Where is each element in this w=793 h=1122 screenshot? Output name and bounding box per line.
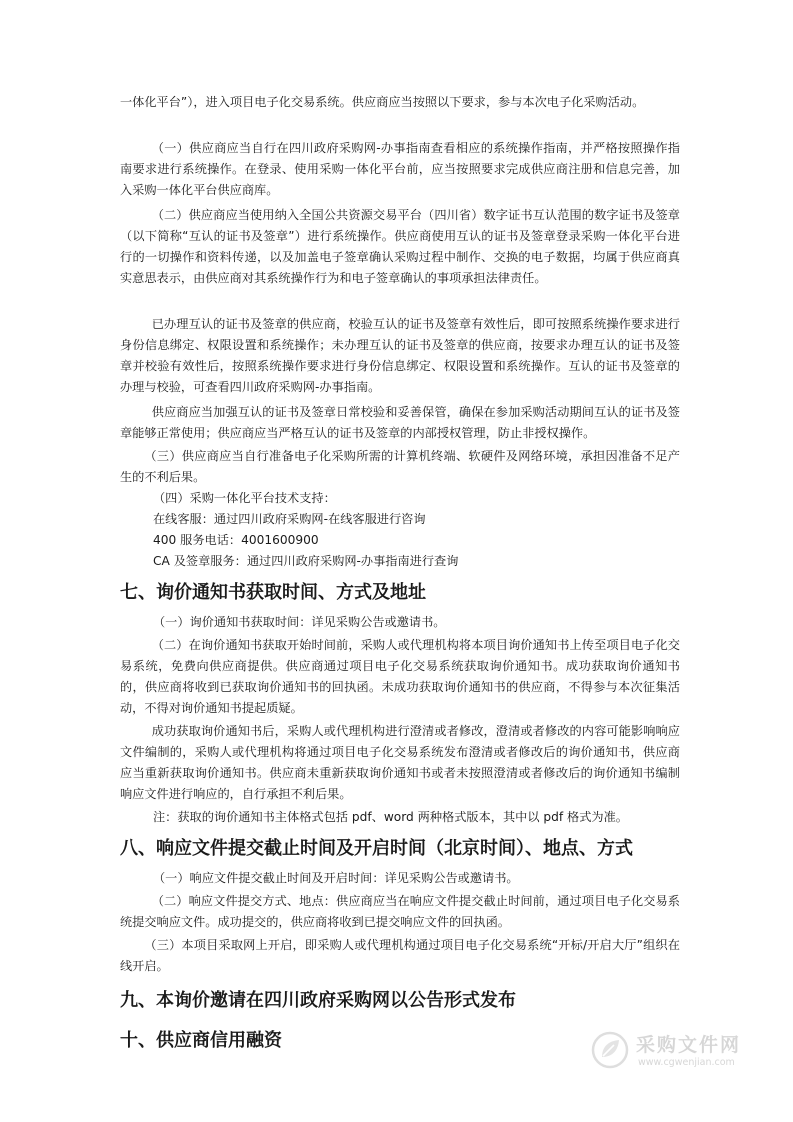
paragraph-8-3: （三）本项目采取网上开启，即采购人或代理机构通过项目电子化交易系统“开标/开启大厅”组织在线开启。 [120,938,680,973]
section-heading-7: 七、询价通知书获取时间、方式及地址 [120,582,426,603]
watermark-text: 采购文件网 [636,1034,742,1056]
paragraph-8-1: （一）响应文件提交截止时间及开启时间：详见采购公告或邀请书。 [153,871,519,885]
paragraph-intro: 一体化平台”），进入项目电子化交易系统。供应商应当按照以下要求，参与本次电子化采购活动。 [120,95,645,109]
paragraph-7-1: （一）询价通知书获取时间：详见采购公告或邀请书。 [153,615,446,629]
section-heading-8: 八、响应文件提交截止时间及开启时间（北京时间）、地点、方式 [120,838,633,859]
paragraph-certificate-1: 已办理互认的证书及签章的供应商，校验互认的证书及签章有效性后，即可按照系统操作要求进行身份信息绑定、权限设置和系统操作；未办理互认的证书及签章的供应商，按要求办理互认的证书及签章并校验有效性后，按照系统操作要求进行身份信息绑定、权限设置和系统操作。互认的证书及签章的办理与校验，可查看四川政府采购网-办事指南。 [120,317,680,394]
paragraph-7-3: 成功获取询价通知书后，采购人或代理机构进行澄清或者修改，澄清或者修改的内容可能影响响应文件编制的，采购人或代理机构将通过项目电子化交易系统发布澄清或者修改后的询价通知书，供应商应当重新获取询价通知书。供应商未重新获取询价通知书或者未按照澄清或者修改后的询价通知书编制响应文件进行响应的，自行承担不利后果。 [120,724,680,801]
paragraph-requirement-3: （三）供应商应当自行准备电子化采购所需的计算机终端、软硬件及网络环境，承担因准备不足产生的不利后果。 [120,449,680,484]
section-heading-10: 十、供应商信用融资 [120,1030,282,1051]
paragraph-requirement-4: （四）采购一体化平台技术支持： [153,491,336,505]
leaf-logo-icon [590,1030,630,1070]
watermark [590,1026,760,1082]
paragraph-requirement-1: （一）供应商应当自行在四川政府采购网-办事指南查看相应的系统操作指南，并严格按照操作指南要求进行系统操作。在登录、使用采购一体化平台前，应当按照要求完成供应商注册和信息完善，加入采购一体化平台供应商库。 [120,141,680,197]
document-page [120,92,680,1053]
paragraph-8-2: （二）响应文件提交方式、地点：供应商应当在响应文件提交截止时间前，通过项目电子化交易系统提交响应文件。成功提交的，供应商将收到已提交响应文件的回执函。 [120,894,680,929]
paragraph-7-2: （二）在询价通知书获取开始时间前，采购人或代理机构将本项目询价通知书上传至项目电子化交易系统，免费向供应商提供。供应商通过项目电子化交易系统获取询价通知书。成功获取询价通知书的，供应商将收到已获取询价通知书的回执函。未成功获取询价通知书的供应商，不得参与本次征集活动，不得对询价通知书提起质疑。 [120,638,680,715]
watermark-url: www.cgwenjian.com [638,1057,735,1068]
section-heading-9: 九、本询价邀请在四川政府采购网以公告形式发布 [120,990,516,1011]
paragraph-7-note: 注：获取的询价通知书主体格式包括 pdf、word 两种格式版本，其中以 pdf 格式为准。 [153,810,628,824]
paragraph-certificate-2: 供应商应当加强互认的证书及签章日常校验和妥善保管，确保在参加采购活动期间互认的证书及签章能够正常使用；供应商应当严格互认的证书及签章的内部授权管理，防止非授权操作。 [120,405,680,440]
paragraph-requirement-2: （二）供应商应当使用纳入全国公共资源交易平台（四川省）数字证书互认范围的数字证书及签章（以下简称“互认的证书及签章”）进行系统操作。供应商使用互认的证书及签章登录采购一体化平台进行的一切操作和资料传递，以及加盖电子签章确认采购过程中制作、交换的电子数据，均属于供应商真实意思表示，由供应商对其系统操作行为和电子签章确认的事项承担法律责任。 [120,208,680,285]
support-online-service: 在线客服：通过四川政府采购网-在线客服进行咨询 [153,512,426,526]
support-ca-service: CA 及签章服务：通过四川政府采购网-办事指南进行查询 [153,554,459,568]
support-hotline: 400 服务电话：4001600900 [153,533,319,547]
